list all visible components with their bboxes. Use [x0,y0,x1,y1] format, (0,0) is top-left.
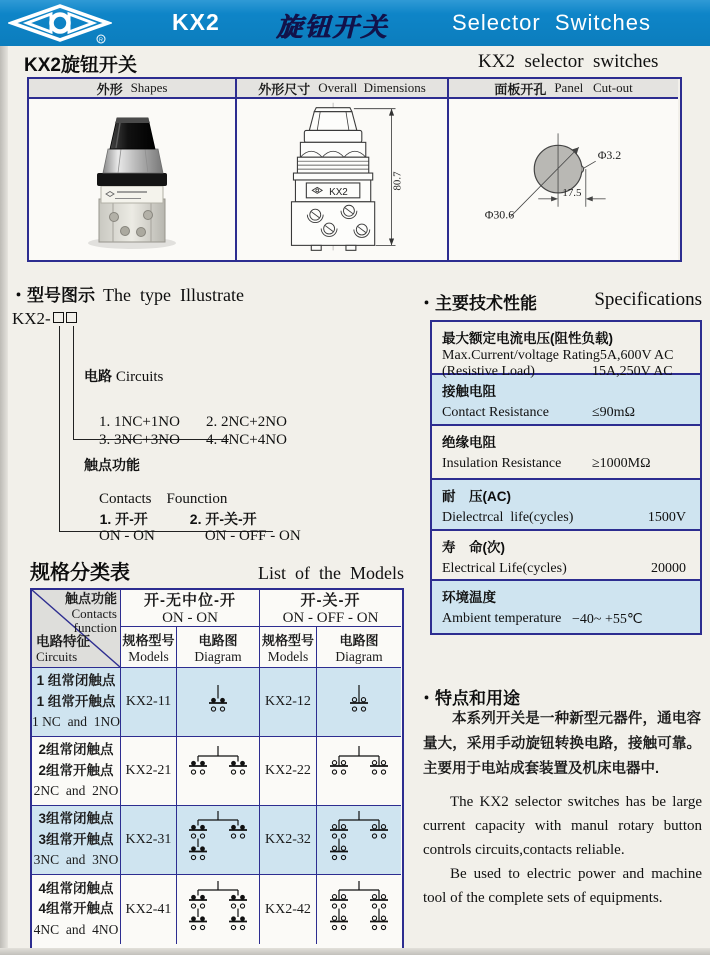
model-kx2-31-text: KX2-31 [125,832,172,847]
model-code-box-2 [66,312,77,323]
diagram-kx2-32 [316,805,401,874]
contacts-option-1-cn: 1. 开-开 [99,511,148,527]
model-kx2-12-text: KX2-12 [265,694,311,709]
group-on-off-on [259,590,401,626]
subheader-diagram-1 [176,626,259,667]
diagram-kx2-31 [176,805,259,874]
row1-label-cn1: 1 组常闭触点 [36,673,116,689]
spec-dielectric-cn: 耐 压(AC) [442,489,511,504]
product-photo-cell [29,99,235,260]
subheader-models-1-cn: 规格型号 [122,632,175,648]
row4-label-cn1: 4组常闭触点 [38,880,114,896]
spec-dielectric-en: Dielectrcal life(cycles) [442,510,574,525]
models-corner-cell [32,590,120,667]
model-kx2-21-text: KX2-21 [125,763,172,778]
subheader-diagram-2-cn: 电路图 [339,632,379,648]
spec-contact-resistance-value: ≤90mΩ [592,405,635,420]
model-kx2-21 [120,736,176,805]
circuit-diagram-kx2-31 [178,811,258,869]
models-heading-en: List of the Models [258,563,404,583]
dimension-drawing-cell [235,99,447,260]
circuit-option-2: 2. 2NC+2NO [205,414,287,430]
spec-row-electrical-life [432,529,700,579]
model-code-box-1 [53,312,64,323]
contacts-option-2-en: ON - OFF - ON [204,528,301,544]
row-3nc3no-label [32,805,120,874]
panel-cutout-drawing [449,99,678,260]
subheader-diagram-1-cn: 电路图 [198,632,238,648]
corner-bottom-en: Circuits [36,649,78,664]
circuit-diagram-kx2-21 [178,742,258,800]
model-kx2-42-text: KX2-42 [265,901,311,917]
device-label: KX2 [329,186,348,198]
subheader-models-2 [259,626,316,667]
model-kx2-22 [259,736,316,805]
header-dimensions-en: Overall Dimensions [318,80,426,95]
selector-switch-photo [29,99,235,260]
corner-top-cn: 触点功能 [64,591,117,606]
row2-label-cn2: 2组常开触点 [38,762,114,778]
header-shapes-cn: 外形 [96,81,123,97]
banner [0,0,710,46]
contacts-options-en [84,511,301,562]
corner-circuits [36,634,90,664]
specs-heading-cn: ・主要技术性能 [418,294,537,313]
specs-heading [418,289,702,314]
panel-cutout-cell [447,99,678,260]
spec-max-rating-en: Max.Current/voltage Rating [442,348,600,363]
model-kx2-11-text: KX2-11 [125,694,172,709]
corner-top-en2: function [73,620,117,635]
circuit-diagram-kx2-22 [319,742,399,800]
header-cutout-en: Panel Cut-out [554,80,633,95]
spec-max-rating-cn: 最大额定电流电压(阻性负载) [442,331,613,346]
row-1nc1no-label [32,667,120,736]
header-cutout-cn: 面板开孔 [494,81,547,97]
banner-product-code: KX2 [172,9,220,35]
model-kx2-22-text: KX2-22 [265,763,311,778]
cutout-diameter-label: Φ30.6 [484,207,515,222]
row2-label-cn1: 2组常闭触点 [38,742,114,758]
corner-contacts-function [65,592,117,636]
features-paragraph-cn: 本系列开关是一种新型元器件，通电容量大，采用手动旋钮转换电路，接触可靠。主要用于电站成套装置及机床电器中. [423,711,701,777]
circuit-diagram-kx2-11 [178,673,258,731]
diagram-kx2-21 [176,736,259,805]
diagram-kx2-12 [316,667,401,736]
model-kx2-31 [120,805,176,874]
diagram-kx2-22 [316,736,401,805]
spec-insulation-resistance-cn: 绝缘电阻 [442,435,496,450]
row1-label-cn2: 1 组常开触点 [36,693,116,709]
subheader-models-2-cn: 规格型号 [261,632,314,648]
group-on-on-cn: 开-无中位-开 [144,592,236,609]
features-paragraph-en2: Be used to electric power and machine tool of the complete sets of equipments. [423,866,702,906]
model-kx2-11 [120,667,176,736]
height-dimension-label: 80.7 [391,171,404,191]
spec-row-max-rating [432,322,700,379]
type-illustrate-heading-en: The type Illustrate [103,285,244,305]
model-code-prefix: KX2- [12,309,51,328]
spec-row-contact-resistance [432,373,700,424]
row2-label-en: 2NC and 2NO [33,783,119,799]
brand-diamond-eye-logo [8,3,112,45]
contacts-function-label-cn [84,455,140,475]
type-illustrate-heading-cn: ・型号图示 [10,286,95,305]
spec-contact-resistance-cn: 接触电阻 [442,384,496,399]
spec-ambient-temp-en: Ambient temperature [442,611,562,626]
model-kx2-41-text: KX2-41 [125,901,172,917]
cutout-width-label: 17.5 [562,186,582,199]
group-on-off-on-en: ON - OFF - ON [282,610,379,626]
page-scan-edge-bottom [0,948,710,955]
row-4nc4no-label [32,874,120,944]
features-heading [418,684,520,709]
group-on-on [120,590,259,626]
specs-heading-en: Specifications [594,289,702,310]
diagram-kx2-11 [176,667,259,736]
specifications-table [430,320,702,635]
model-kx2-12 [259,667,316,736]
circuit-diagram-kx2-42 [319,881,399,939]
features-heading-cn: ・特点和用途 [418,689,520,708]
spec-insulation-resistance-en: Insulation Resistance [442,456,562,471]
corner-top-en1: Contacts [71,605,117,621]
models-heading-cn: 规格分类表 [30,562,130,584]
row3-label-cn1: 3组常闭触点 [38,811,114,827]
overall-dimension-drawing [237,99,447,260]
spec-electrical-life-en: Electrical Life(cycles) [442,561,567,576]
contacts-option-1-en: ON - ON [99,528,155,544]
type-illustrate-heading [10,281,244,306]
row4-label-cn2: 4组常开触点 [38,901,114,917]
spec-row-ambient-temperature [432,579,700,633]
contacts-label-en: Contacts Founction [99,491,228,507]
page-scan-edge-left [0,0,8,955]
spec-ambient-temp-cn: 环境温度 [442,590,496,605]
spec-ambient-temp-value: −40~ +55℃ [572,612,643,627]
spec-max-rating-value2: 15A,250V AC [592,364,673,379]
model-kx2-32-text: KX2-32 [265,832,311,847]
spec-dielectric-value: 1500V [647,510,686,525]
header-dimensions-cn: 外形尺寸 [258,81,311,97]
corner-bottom-cn: 电路特征 [36,634,90,649]
subheader-diagram-1-en: Diagram [194,648,242,664]
circuits-label-cn: 电路 [84,368,112,384]
subheader-models-1-en: Models [128,648,169,664]
models-table [30,588,404,950]
hole-diameter-label: Φ3.2 [597,148,622,163]
spec-max-rating-value1: 5A,600V AC [599,348,674,363]
row-2nc2no-label [32,736,120,805]
group-on-on-en: ON - ON [162,610,218,626]
row3-label-en: 3NC and 3NO [33,852,119,868]
shapes-header-cutout [447,79,678,99]
subheader-models-2-en: Models [267,648,309,664]
diagram-kx2-41 [176,874,259,944]
spec-row-dielectric [432,478,700,529]
row1-label-en: 1 NC and 1NO [31,714,121,730]
spec-insulation-resistance-value: ≥1000MΩ [592,456,651,471]
row3-label-cn2: 3组常开触点 [38,831,114,847]
subheader-diagram-2 [316,626,401,667]
circuit-option-3: 3. 3NC+3NO [99,432,180,448]
page-title-en: KX2 selector switches [478,51,659,72]
model-kx2-41 [120,874,176,944]
model-kx2-32 [259,805,316,874]
subheader-models-1 [120,626,176,667]
model-kx2-42 [259,874,316,944]
header-shapes-en: Shapes [130,80,168,95]
circuit-option-1: 1. 1NC+1NO [99,414,180,430]
spec-electrical-life-cn: 寿 命(次) [442,540,505,555]
shapes-table [27,77,682,262]
row4-label-en: 4NC and 4NO [33,921,119,937]
models-heading [30,556,404,585]
shapes-header-dimensions [235,79,447,99]
diagram-kx2-42 [316,874,401,944]
circuit-diagram-kx2-41 [178,881,258,939]
subheader-diagram-2-en: Diagram [335,648,383,664]
svg-text:R: R [99,37,103,44]
shapes-header-shapes [29,79,235,99]
contacts-option-2-cn: 2. 开-关-开 [189,511,257,527]
circuit-diagram-kx2-32 [319,811,399,869]
spec-max-rating-en2: (Resistive Load) [442,364,535,379]
group-on-off-on-cn: 开-关-开 [300,592,361,609]
page-title-cn: KX2旋钮开关 [24,55,137,76]
circuit-option-4: 4. 4NC+4NO [205,432,287,448]
circuits-label [84,366,163,386]
features-paragraph-en1: The KX2 selector switches has be large current capacity with manul rotary button controls circuits,contacts reliable. [423,794,702,858]
banner-title-en: Selector Switches [452,10,651,35]
spec-row-insulation-resistance [432,424,700,478]
contacts-label-cn: 触点功能 [84,457,140,473]
spec-contact-resistance-en: Contact Resistance [442,405,549,420]
banner-title-cn: 旋钮开关 [276,12,389,42]
circuits-label-en: Circuits [115,369,164,385]
circuit-diagram-kx2-12 [319,673,399,731]
spec-electrical-life-value: 20000 [651,561,686,576]
